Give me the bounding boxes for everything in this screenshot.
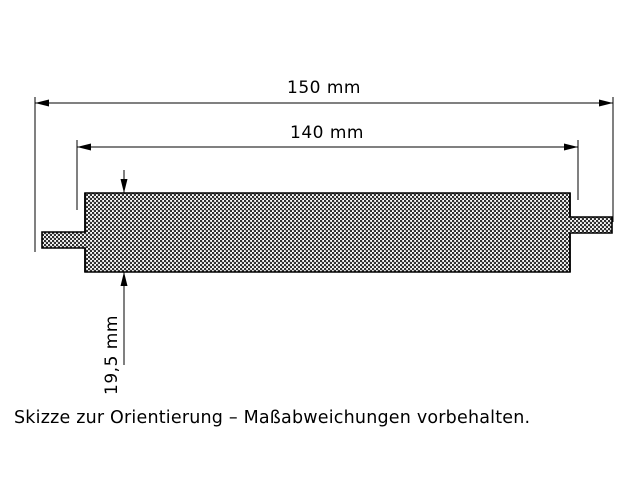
board-cross-section [42,193,612,272]
cover-width-label: 140 mm [290,123,364,143]
drawing-caption: Skizze zur Orientierung – Maßabweichungen vorbehalten. [14,408,531,428]
overall-width-label: 150 mm [287,78,361,98]
thickness-label: 19,5 mm [102,315,122,395]
